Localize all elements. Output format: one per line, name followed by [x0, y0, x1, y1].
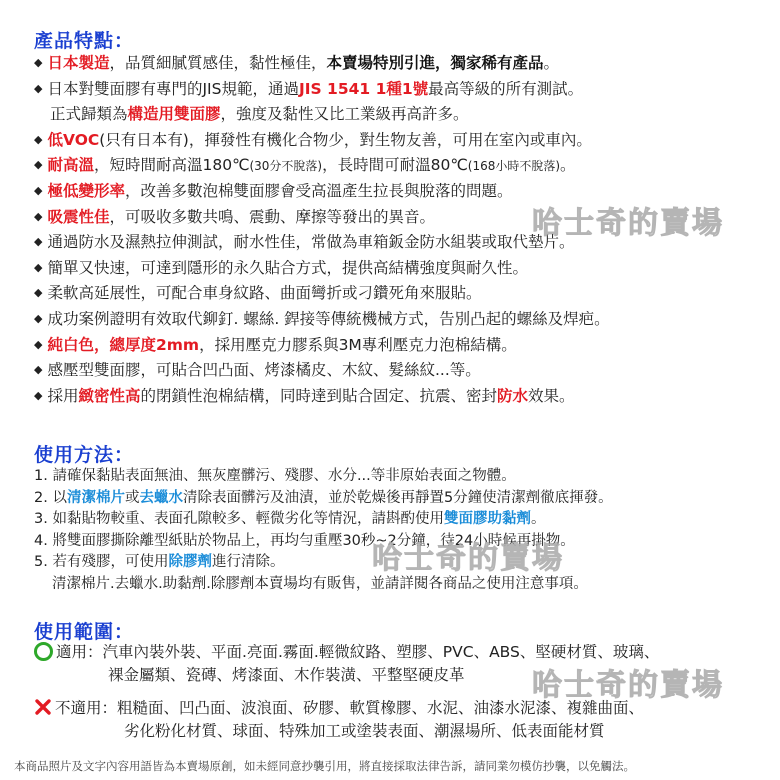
diamond-bullet-icon: ◆: [34, 312, 43, 325]
feature-text: ，品質細膩質感佳，黏性極佳，: [109, 54, 327, 72]
usage-text: 4. 將雙面膠撕除離型紙貼於物品上，再均勻重壓30秒~2分鐘，待24小時候再掛物。: [34, 532, 575, 549]
feature-item: [34, 385, 575, 409]
usage-text: 3. 如黏貼物較重、表面孔隙較多、輕微劣化等情況，請斟酌使用: [34, 511, 444, 527]
diamond-bullet-icon: ◆: [34, 235, 43, 249]
feature-text: 防水: [497, 386, 529, 405]
cross-icon: [34, 698, 52, 716]
diamond-bullet-icon: ◆: [34, 388, 43, 402]
feature-text: (只有日本有)，揮發性有機化合物少，對生物友善，可用在室內或車內。: [99, 130, 592, 149]
feature-text: 感壓型雙面膠，可貼合凹凸面、烤漆橘皮、木紋、髮絲紋...等。: [47, 361, 481, 380]
suitable-line-2: 裸金屬類、瓷磚、烤漆面、木作裝潢、平整堅硬皮革: [108, 666, 465, 684]
feature-text: ，採用壓克力膠系與3M專利壓克力泡棉結構。: [199, 335, 517, 354]
feature-text: 柔軟高延展性，可配合車身紋路、曲面彎折或刁鑽死角來服貼。: [47, 284, 482, 303]
unsuitable-line-2: 劣化粉化材質、球面、特殊加工或塗裝表面、潮濕場所、低表面能材質: [124, 722, 605, 740]
feature-text: 日本對雙面膠有專門的JIS規範，通過: [47, 79, 299, 98]
diamond-bullet-icon: ◆: [34, 81, 43, 95]
feature-text: ，短時間耐高溫180℃: [93, 156, 250, 175]
feature-text: 。: [560, 156, 576, 175]
diamond-bullet-icon: ◆: [34, 158, 43, 172]
feature-text: (30分不脫落): [249, 159, 323, 174]
feature-text: 。: [543, 54, 560, 72]
circle-check-icon: [34, 642, 53, 661]
usage-item: [34, 508, 545, 530]
usage-text: 清潔棉片.去蠟水.助黏劑.除膠劑本賣場均有販售，並請詳閱各商品之使用注意事項。: [52, 575, 588, 592]
diamond-bullet-icon: ◆: [34, 337, 43, 351]
suitable-text-1: 汽車內裝外裝、平面.亮面.霧面.輕微紋路、塑膠、PVC、ABS、堅硬材質、玻璃、: [102, 643, 660, 661]
usage-text: 5. 若有殘膠，可使用: [34, 554, 169, 570]
diamond-bullet-icon: ◆: [34, 132, 43, 146]
features-title: 產品特點：: [34, 30, 135, 52]
watermark-2: 哈士奇的賣場: [372, 541, 564, 576]
scope-title: 使用範圍：: [34, 621, 135, 643]
usage-text: 清除表面髒污及油漬，並於乾燥後再靜置5分鐘使清潔劑徹底揮發。: [182, 489, 613, 506]
diamond-bullet-icon: ◆: [34, 184, 43, 197]
usage-item: [34, 465, 516, 487]
feature-text: 效果。: [528, 386, 575, 405]
usage-text: 清潔棉片: [66, 489, 125, 506]
diamond-bullet-icon: ◆: [34, 286, 43, 300]
usage-text: 雙面膠助黏劑: [443, 511, 531, 527]
feature-item: [34, 359, 481, 383]
feature-item: [34, 129, 592, 153]
feature-text: 的閉鎖性泡棉結構，同時達到貼合固定、抗震、密封: [140, 386, 498, 405]
usage-text: 。: [530, 511, 546, 527]
suitable-label: 適用：: [56, 643, 103, 661]
usage-item: [34, 551, 284, 573]
diamond-bullet-icon: ◆: [34, 56, 43, 69]
diamond-bullet-icon: ◆: [34, 260, 43, 274]
feature-item: [34, 308, 610, 332]
feature-item: [34, 206, 435, 230]
feature-text: 耐高溫: [47, 156, 94, 175]
feature-item: [34, 78, 583, 102]
usage-text: 2. 以: [34, 489, 67, 506]
feature-item: [34, 334, 517, 358]
feature-text: 簡單又快速，可達到隱形的永久貼合方式，提供高結構強度與耐久性。: [47, 258, 528, 277]
feature-text: ，長時間可耐溫80℃: [322, 156, 468, 175]
feature-text: (168小時不脫落): [467, 159, 561, 174]
watermark-1: 哈士奇的賣場: [532, 206, 724, 241]
feature-text: 日本製造: [47, 54, 110, 72]
feature-text: 採用: [47, 386, 79, 405]
usage-title: 使用方法：: [34, 444, 135, 466]
feature-item: [50, 103, 469, 125]
feature-item: [34, 52, 559, 76]
feature-text: JIS 1541 1種1號: [298, 79, 429, 98]
feature-text: ，可吸收多數共鳴、震動、摩擦等發出的異音。: [109, 207, 435, 226]
usage-text: 或: [124, 489, 140, 506]
diamond-bullet-icon: ◆: [34, 363, 43, 377]
feature-text: 正式歸類為: [50, 105, 128, 124]
feature-text: ，改善多數泡棉雙面膠會受高溫產生拉長與脫落的問題。: [124, 182, 513, 200]
feature-text: 低VOC: [47, 130, 100, 149]
feature-text: 最高等級的所有測試。: [428, 79, 584, 98]
feature-item: [34, 282, 481, 306]
feature-text: 成功案例證明有效取代鉚釘. 螺絲. 銲接等傳統機械方式，告別凸起的螺絲及焊疤。: [47, 310, 610, 328]
usage-text: 去蠟水: [139, 489, 183, 506]
feature-text: 吸震性佳: [47, 207, 110, 226]
copyright-footer: 本商品照片及文字內容用語皆為本賣場原創，如未經同意抄襲引用，將直接採取法律告訴，請同業勿模仿抄襲，以免觸法。: [14, 759, 635, 773]
feature-text: 通過防水及濕熱拉伸測試，耐水性佳，常做為車箱鈑金防水組裝或取代墊片。: [47, 233, 575, 252]
watermark-3: 哈士奇的賣場: [532, 668, 724, 703]
feature-text: 緻密性高: [78, 386, 141, 405]
feature-item: [34, 180, 513, 204]
usage-text: 進行清除。: [211, 554, 285, 570]
feature-text: 本賣場特別引進，獨家稀有產品: [326, 54, 544, 72]
usage-text: 除膠劑: [168, 554, 212, 570]
feature-item: [34, 257, 528, 281]
feature-item: [34, 231, 574, 255]
feature-text: 純白色，總厚度2mm: [47, 335, 200, 354]
feature-item: [34, 154, 576, 178]
unsuitable-text-1: 粗糙面、凹凸面、波浪面、矽膠、軟質橡膠、水泥、油漆水泥漆、複雜曲面、: [117, 699, 645, 717]
feature-text: 極低變形率: [47, 182, 125, 200]
feature-text: ，強度及黏性又比工業級再高許多。: [220, 105, 469, 124]
unsuitable-label: 不適用：: [55, 699, 118, 717]
usage-item: [34, 487, 613, 509]
diamond-bullet-icon: ◆: [34, 209, 43, 223]
usage-text: 1. 請確保黏貼表面無油、無灰塵髒污、殘膠、水分...等非原始表面之物體。: [34, 468, 516, 484]
feature-text: 構造用雙面膠: [127, 105, 221, 124]
